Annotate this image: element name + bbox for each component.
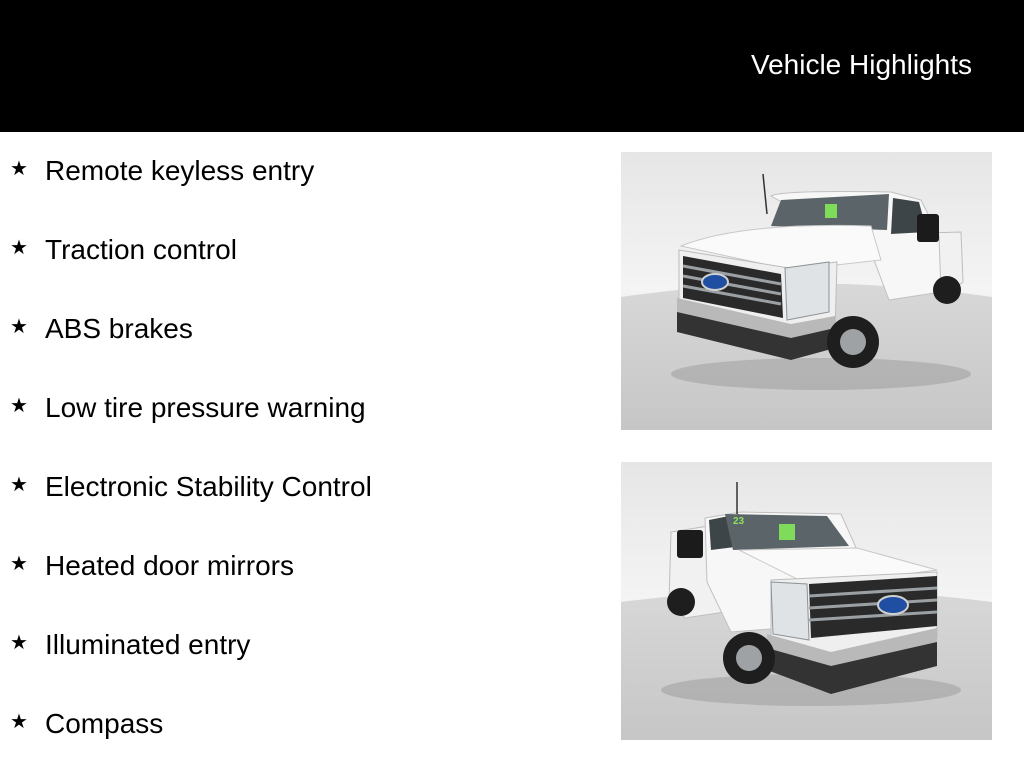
page-title: Vehicle Highlights	[750, 49, 972, 80]
feature-label: Heated door mirrors	[45, 550, 294, 581]
star-icon: ★	[10, 394, 28, 417]
feature-item	[10, 388, 366, 428]
feature-label: Low tire pressure warning	[45, 392, 366, 423]
feature-item	[10, 467, 372, 507]
truck-illustration	[621, 462, 992, 740]
star-icon: ★	[10, 315, 28, 338]
feature-label: Electronic Stability Control	[45, 471, 372, 502]
feature-label: Illuminated entry	[45, 629, 251, 660]
feature-label: ABS brakes	[45, 313, 193, 344]
star-icon: ★	[10, 710, 28, 733]
feature-label: Remote keyless entry	[45, 155, 315, 186]
star-icon: ★	[10, 157, 28, 180]
feature-item	[10, 546, 294, 586]
feature-item	[10, 151, 314, 191]
truck-illustration	[621, 152, 992, 430]
star-icon: ★	[10, 236, 28, 259]
feature-label: Compass	[45, 708, 164, 739]
vehicle-photo-front-left	[621, 152, 992, 430]
star-icon: ★	[10, 473, 28, 496]
windshield-sticker-text: 23	[733, 516, 745, 527]
feature-label: Traction control	[45, 234, 237, 265]
header-bar	[0, 0, 1024, 132]
star-icon: ★	[10, 631, 28, 654]
star-icon: ★	[10, 552, 28, 575]
feature-item	[10, 230, 237, 270]
feature-item	[10, 625, 250, 665]
feature-item	[10, 704, 163, 744]
vehicle-photo-front-right	[621, 462, 992, 740]
feature-item	[10, 309, 193, 349]
